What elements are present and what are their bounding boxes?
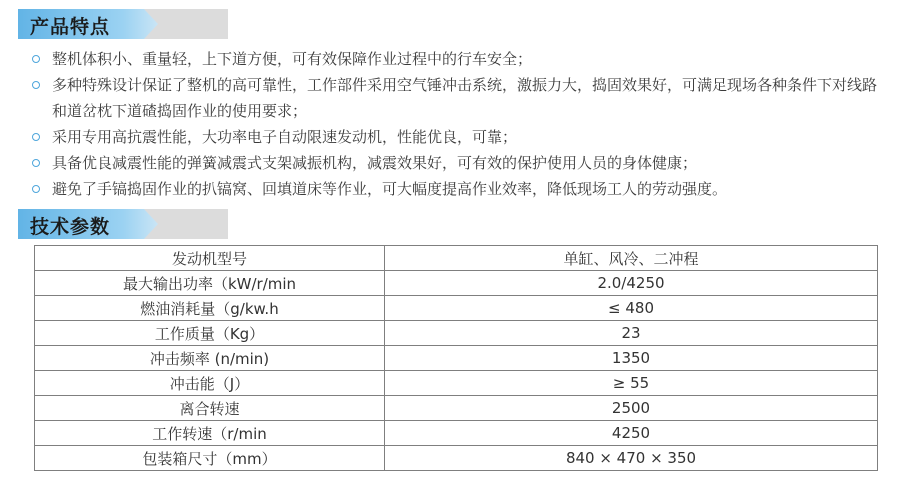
spec-label: 工作质量（Kg） bbox=[35, 321, 385, 346]
table-row bbox=[35, 446, 878, 471]
spec-value: ≥ 55 bbox=[385, 371, 878, 396]
spec-value: 2500 bbox=[385, 396, 878, 421]
specs-section-title: 技术参数 bbox=[30, 216, 111, 238]
table-row bbox=[35, 346, 878, 371]
spec-label: 冲击能（J） bbox=[35, 371, 385, 396]
circle-bullet-icon bbox=[32, 159, 40, 167]
spec-value: 4250 bbox=[385, 421, 878, 446]
table-row bbox=[35, 296, 878, 321]
list-item bbox=[30, 72, 890, 124]
features-list bbox=[30, 46, 890, 202]
table-row bbox=[35, 246, 878, 271]
feature-text: 具备优良减震性能的弹簧减震式支架减振机构，减震效果好，可有效的保护使用人员的身体健康； bbox=[52, 154, 698, 172]
specs-section-header bbox=[18, 209, 228, 239]
spec-value: 2.0/4250 bbox=[385, 271, 878, 296]
table-row bbox=[35, 396, 878, 421]
spec-label: 发动机型号 bbox=[35, 246, 385, 271]
table-row bbox=[35, 421, 878, 446]
features-section-title: 产品特点 bbox=[30, 16, 111, 38]
list-item bbox=[30, 176, 890, 202]
spec-value: ≤ 480 bbox=[385, 296, 878, 321]
spec-value: 23 bbox=[385, 321, 878, 346]
spec-label: 离合转速 bbox=[35, 396, 385, 421]
list-item bbox=[30, 124, 890, 150]
specs-table bbox=[34, 245, 878, 471]
feature-text: 多种特殊设计保证了整机的高可靠性，工作部件采用空气锤冲击系统，激振力大，捣固效果好，可满足现场各种条件下对线路和道岔枕下道碴捣固作业的使用要求； bbox=[52, 76, 878, 120]
spec-label: 燃油消耗量（g/kw.h bbox=[35, 296, 385, 321]
table-row bbox=[35, 271, 878, 296]
spec-value: 单缸、风冷、二冲程 bbox=[385, 246, 878, 271]
circle-bullet-icon bbox=[32, 133, 40, 141]
spec-label: 最大输出功率（kW/r/min bbox=[35, 271, 385, 296]
spec-value: 1350 bbox=[385, 346, 878, 371]
feature-text: 避免了手镐捣固作业的扒镐窝、回填道床等作业，可大幅度提高作业效率，降低现场工人的劳动强度。 bbox=[52, 180, 728, 198]
spec-label: 包装箱尺寸（mm） bbox=[35, 446, 385, 471]
spec-label: 工作转速（r/min bbox=[35, 421, 385, 446]
spec-label: 冲击频率 (n/min) bbox=[35, 346, 385, 371]
circle-bullet-icon bbox=[32, 185, 40, 193]
features-section-header bbox=[18, 9, 228, 39]
list-item bbox=[30, 150, 890, 176]
feature-text: 采用专用高抗震性能，大功率电子自动限速发动机，性能优良，可靠； bbox=[52, 128, 518, 146]
circle-bullet-icon bbox=[32, 81, 40, 89]
circle-bullet-icon bbox=[32, 55, 40, 63]
table-row bbox=[35, 321, 878, 346]
spec-value: 840 × 470 × 350 bbox=[385, 446, 878, 471]
list-item bbox=[30, 46, 890, 72]
table-row bbox=[35, 371, 878, 396]
feature-text: 整机体积小、重量轻，上下道方便，可有效保障作业过程中的行车安全； bbox=[52, 50, 533, 68]
